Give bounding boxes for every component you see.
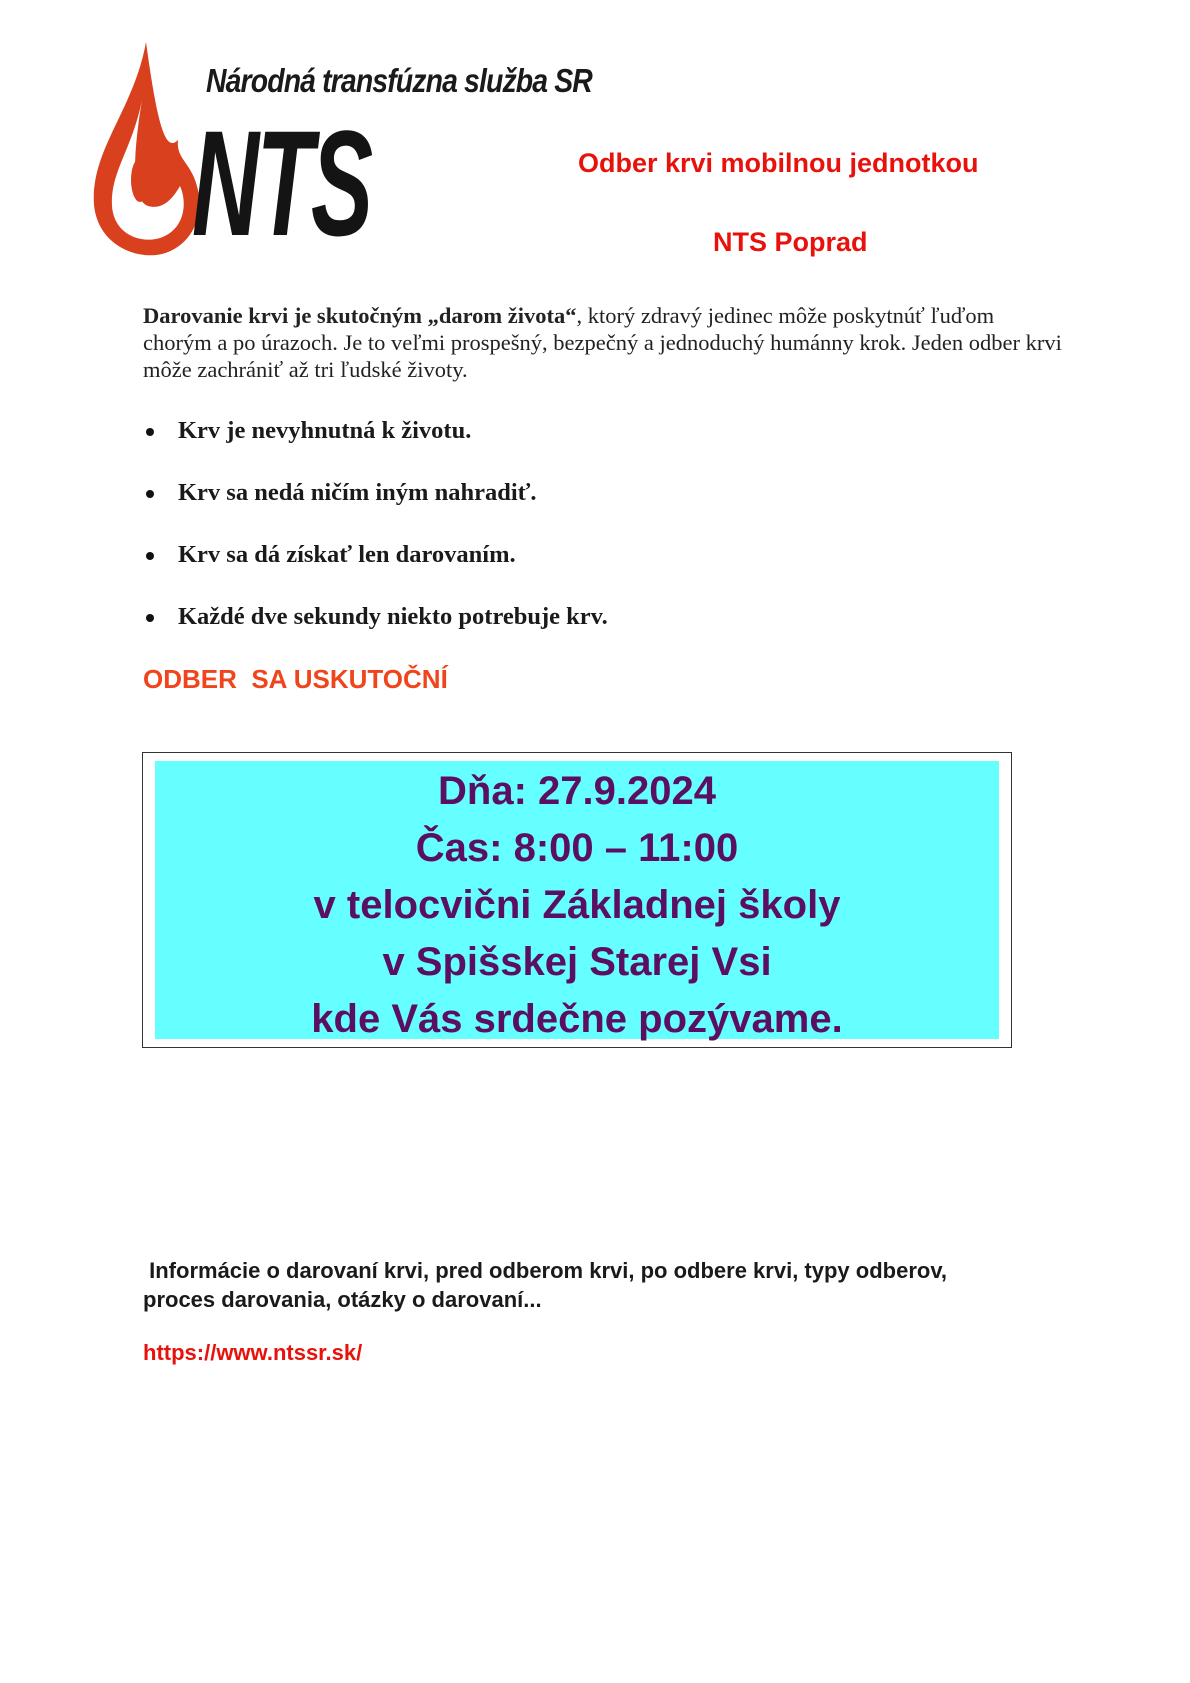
- event-location-line-2: v Spišskej Starej Vsi: [382, 940, 772, 984]
- announcement-heading: ODBER SA USKUTOČNÍ: [143, 664, 448, 694]
- event-date: Dňa: 27.9.2024: [438, 769, 716, 813]
- more-info-text: Informácie o darovaní krvi, pred odberom krvi, po odbere krvi, typy odberov, proces darovania, otázky o darovaní...: [143, 1258, 948, 1312]
- intro-text: , ktorý zdravý jedinec môže poskytnúť ľuďom chorým a po úrazoch. Je to veľmi prospešný, bezpečný a jednoduchý humánny krok. Jeden odber krvi môže zachrániť až tri ľudské životy.: [143, 303, 1062, 382]
- facts-list: [143, 414, 608, 662]
- list-item: Krv je nevyhnutná k životu.: [143, 414, 608, 476]
- event-info-box: [142, 752, 1012, 1048]
- nts-acronym: NTS: [192, 99, 371, 267]
- intro-bold-lead: Darovanie krvi je skutočným „darom života“: [143, 303, 577, 328]
- intro-paragraph: [143, 302, 1063, 383]
- event-time: Čas: 8:00 – 11:00: [415, 826, 739, 870]
- event-location-line-1: v telocvični Základnej školy: [313, 883, 841, 927]
- list-item: Krv sa dá získať len darovaním.: [143, 538, 608, 600]
- website-link[interactable]: https://www.ntssr.sk/: [143, 1340, 363, 1365]
- event-invitation: kde Vás srdečne pozývame.: [311, 997, 843, 1041]
- organization-name: Národná transfúzna služba SR: [206, 62, 592, 99]
- page-title: Odber krvi mobilnou jednotkou: [578, 148, 979, 178]
- event-info-highlight: [155, 761, 999, 1039]
- list-item: Krv sa nedá ničím iným nahradiť.: [143, 476, 608, 538]
- page-subtitle: NTS Poprad: [713, 227, 868, 257]
- list-item: Každé dve sekundy niekto potrebuje krv.: [143, 600, 608, 662]
